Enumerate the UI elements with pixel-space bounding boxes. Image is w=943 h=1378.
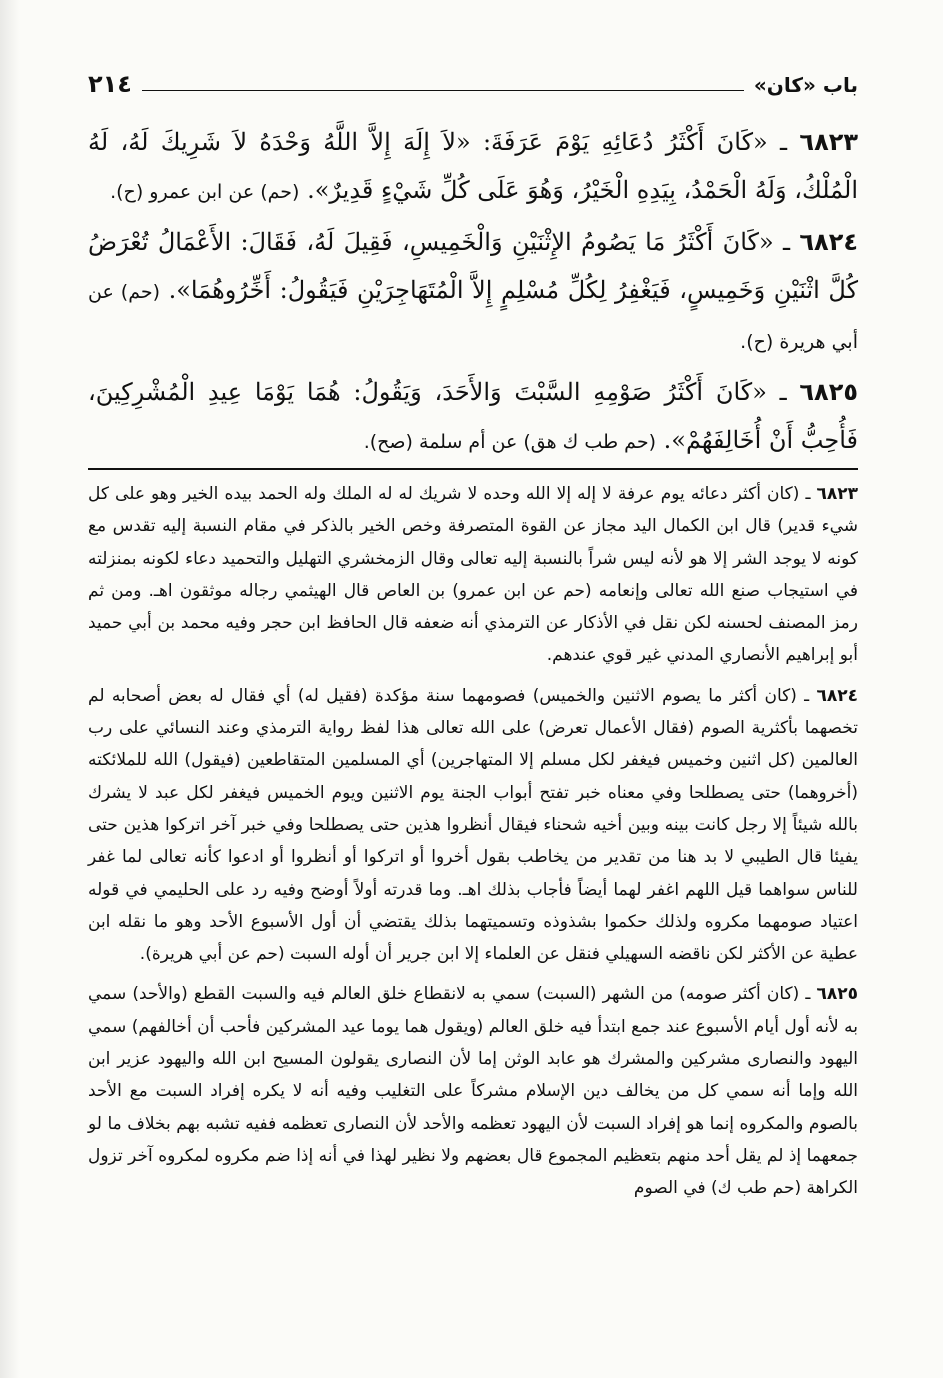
commentary-entry: ٦٨٢٤ ـ (كان أكثر ما يصوم الاثنين والخميس) فصومهما سنة مؤكدة (فقيل له) أي فقال له بعض أصحابه لم تخصهما بأكثرية الصوم (فقال الأعمال تعرض) على الله تعالى هذا لفظ رواية الترمذي وعند النسائي على رب العالمين (كل اثنين وخميس فيغفر لكل مسلم إلا المتهاجرين) أي المسلمين المتقاطعين (فيقول) الله للملائكته (أخروهما) حتى يصطلحا وفي معناه خبر تفتح أبواب الجنة يوم الاثنين ويوم الخميس فيغفر لكل عبد لا يشرك بالله شيئاً إلا رجل كانت بينه وبين أخيه شحناء فيقال أنظروا هذين حتى يصطلحا وفي خبر آخر اتركوا هذين حتى يفيئا قال الطيبي لا بد هنا من تقدير من يخاطب بقول أخروا أو اتركوا أو أنظروا أو ادعوا كأنه تعالى لما غفر للناس سواهما قيل اللهم اغفر لهما أيضاً فأجاب بذلك اهـ. وما قدرته أولاً أوضح وفيه رد على الحليمي في قوله اعتياد صومهما مكروه ولذلك حكموا بشذوذه وتسميتهما بذلك يقتضي أن أول الأسبوع الأحد وهو ما نقله ابن عطية عن الأكثر لكن ناقضه السهيلي فنقل عن العلماء إلا ابن جرير أن أوله السبت (حم عن أبي هريرة). (88, 685, 859, 965)
page-number: ٢١٤ (88, 70, 132, 98)
chapter-title: باب «كان» (753, 73, 858, 97)
hadith-number: ٦٨٢٥ (799, 378, 858, 406)
commentary-body: (كان أكثر ما يصوم الاثنين والخميس) فصومهما سنة مؤكدة (فقيل له) أي فقال له بعض أصحابه لم تخصهما بأكثرية الصوم (فقال الأعمال تعرض) على الله تعالى هذا لفظ رواية الترمذي وعند النسائي على رب العالمين (كل اثنين وخميس فيغفر لكل مسلم إلا المتهاجرين) أي المسلمين المتقاطعين (فيقول) الله للملائكته (أخروهما) حتى يصطلحا وفي معناه خبر تفتح أبواب الجنة يوم الاثنين ويوم الخميس فيغفر لكل عبد لا يشرك بالله شيئاً إلا رجل كانت بينه وبين أخيه شحناء فيقال أنظروا هذين حتى يصطلحا وفي خبر آخر اتركوا هذين حتى يفيئا قال الطيبي لا بد هنا من تقدير من يخاطب بقول أخروا أو اتركوا أو أنظروا أو ادعوا كأنه تعالى لما غفر للناس سواهما قيل اللهم اغفر لهما أيضاً فأجاب بذلك اهـ. وما قدرته أولاً أوضح وفيه رد على الحليمي في قوله اعتياد صومهما مكروه ولذلك حكموا بشذوذه وتسميتهما بذلك يقتضي أن أول الأسبوع الأحد وهو ما نقله ابن عطية عن الأكثر لكن ناقضه السهيلي فنقل عن العلماء إلا ابن جرير أن أوله السبت (حم عن أبي هريرة). (88, 685, 858, 965)
commentary-entry: ٦٨٢٥ ـ (كان أكثر صومه) من الشهر (السبت) سمي به لانقطاع خلق العالم فيه والسبت القطع (والأحد) سمي به لأنه أول أيام الأسبوع عند جمع ابتدأ فيه خلق العالم (ويقول هما يوما عيد المشركين فأحب أن أخالفهم) سمي اليهود والنصارى مشركين والمشرك هو عابد الوثن إما لأن النصارى يقولون المسيح ابن الله واليهود عزير ابن الله وإما أنه سمي كل من يخالف دين الإسلام مشركاً على التغليب وفيه أنه لا يكره إفراد السبت مع الأحد بالصوم والمكروه إنما هو إفراد السبت لأن اليهود تعظمه والأحد لأن النصارى تعظمه ففيه تشبه بهم بخلاف ما لو جمعهما إذ لم يقل أحد منهم بتعظيم المجموع قال بعضهم ولا نظير لهذا في أنه إذا ضم مكروه لمكروه آخر تزول الكراهة (حم طب ك) في الصوم (88, 984, 858, 1199)
hadith-entry: ٦٨٢٥ ـ «كَانَ أَكْثَرُ صَوْمِهِ السَّبْتَ وَالأَحَدَ، وَيَقُولُ: هُمَا يَوْمَا عِيدِ الْمُشْرِكِينَ، فَأُحِبُّ أَنْ أُخَالِفَهُمْ». (حم طب ك هق) عن أم سلمة (صح). (88, 378, 858, 454)
commentary-body: (كان أكثر دعائه يوم عرفة لا إله إلا الله وحده لا شريك له له الملك وله الحمد بيده الخير وهو على كل شيء قدير) قال ابن الكمال اليد مجاز عن القوة المتصرفة وخص الخير بالذكر في مقام النسبة إليه تقدس مع كونه لا يوجد الشر إلا هو لأنه ليس شراً بالنسبة إليه تعالى وقال الزمخشري التهليل والتحميد دعاء لكونه بمنزلته في استيجاب صنع الله تعالى وإنعامه (حم عن ابن عمرو) بن العاص قال الهيثمي رجاله موثقون اهـ. ومن ثم رمز المصنف لحسنه لكن نقل في الأذكار عن الترمذي أنه ضعفه قال الحافظ ابن حجر وفيه محمد بن أبي حميد أبو إبراهيم الأنصاري المدني غير قوي عندهم. (88, 484, 858, 666)
commentary-number: ٦٨٢٣ (816, 484, 858, 504)
scan-edge (0, 0, 20, 1378)
section-divider (88, 468, 858, 470)
hadith-reference: (حم) عن ابن عمرو (ح). (110, 181, 300, 203)
commentary-body: (كان أكثر صومه) من الشهر (السبت) سمي به لانقطاع خلق العالم فيه والسبت القطع (والأحد) سمي به لأنه أول أيام الأسبوع عند جمع ابتدأ فيه خلق العالم (ويقول هما يوما عيد المشركين فأحب أن أخالفهم) سمي اليهود والنصارى مشركين والمشرك هو عابد الوثن إما لأن النصارى يقولون المسيح ابن الله واليهود عزير ابن الله وإما أنه سمي كل من يخالف دين الإسلام مشركاً على التغليب وفيه أنه لا يكره إفراد السبت مع الأحد بالصوم والمكروه إنما هو إفراد السبت لأن اليهود تعظمه والأحد لأن النصارى تعظمه ففيه تشبه بهم بخلاف ما لو جمعهما إذ لم يقل أحد منهم بتعظيم المجموع قال بعضهم ولا نظير لهذا في أنه إذا ضم مكروه لمكروه آخر تزول الكراهة (حم طب ك) في الصوم (88, 984, 858, 1199)
commentary-entry: ٦٨٢٣ ـ (كان أكثر دعائه يوم عرفة لا إله إلا الله وحده لا شريك له له الملك وله الحمد بيده الخير وهو على كل شيء قدير) قال ابن الكمال اليد مجاز عن القوة المتصرفة وخص الخير بالذكر في مقام النسبة إليه تقدس مع كونه لا يوجد الشر إلا هو لأنه ليس شراً بالنسبة إليه تعالى وقال الزمخشري التهليل والتحميد دعاء لكونه بمنزلته في استيجاب صنع الله تعالى وإنعامه (حم عن ابن عمرو) بن العاص قال الهيثمي رجاله موثقون اهـ. ومن ثم رمز المصنف لحسنه لكن نقل في الأذكار عن الترمذي أنه ضعفه قال الحافظ ابن حجر وفيه محمد بن أبي حميد أبو إبراهيم الأنصاري المدني غير قوي عندهم. (88, 484, 858, 666)
hadith-number: ٦٨٢٤ (799, 228, 858, 256)
hadith-number: ٦٨٢٣ (799, 128, 859, 156)
hadith-body: «كَانَ أَكْثَرُ صَوْمِهِ السَّبْتَ وَالأَحَدَ، وَيَقُولُ: هُمَا يَوْمَا عِيدِ الْمُشْرِكِينَ، فَأُحِبُّ أَنْ أُخَالِفَهُمْ». (88, 378, 858, 454)
page-header (88, 68, 858, 98)
hadith-reference: (حم) عن أبي هريرة (ح). (88, 281, 858, 353)
commentary-number: ٦٨٢٥ (816, 984, 858, 1005)
commentary-number: ٦٨٢٤ (816, 685, 859, 706)
header-rule (142, 90, 744, 91)
commentary (88, 478, 858, 1213)
hadith-body: «كَانَ أَكْثَرُ دُعَائِهِ يَوْمَ عَرَفَةَ: «لاَ إِلَهَ إِلاَّ اللَّهُ وَحْدَهُ لاَ شَرِيكَ لَهُ، لَهُ الْمُلْكُ، وَلَهُ الْحَمْدُ، بِيَدِهِ الْخَيْرُ، وَهُوَ عَلَى كُلِّ شَيْءٍ قَدِيرٌ». (88, 128, 858, 204)
hadith-text (88, 118, 858, 468)
hadith-entry: ٦٨٢٣ ـ «كَانَ أَكْثَرُ دُعَائِهِ يَوْمَ عَرَفَةَ: «لاَ إِلَهَ إِلاَّ اللَّهُ وَحْدَهُ لاَ شَرِيكَ لَهُ، لَهُ الْمُلْكُ، وَلَهُ الْحَمْدُ، بِيَدِهِ الْخَيْرُ، وَهُوَ عَلَى كُلِّ شَيْءٍ قَدِيرٌ». (حم) عن ابن عمرو (ح). (88, 128, 859, 204)
hadith-body: «كَانَ أَكْثَرُ مَا يَصُومُ الإِثْنَيْنِ وَالْخَمِيسِ، فَقِيلَ لَهُ، فَقَالَ: الأَعْمَالُ تُعْرَضُ كُلَّ اثْنَيْنِ وَخَمِيسٍ، فَيَغْفِرُ لِكُلِّ مُسْلِمٍ إِلاَّ الْمُتَهَاجِرَيْنِ فَيَقُولُ: أَخِّرُوهُمَا». (88, 228, 858, 304)
hadith-reference: (حم طب ك هق) عن أم سلمة (صح). (363, 431, 656, 453)
hadith-entry: ٦٨٢٤ ـ «كَانَ أَكْثَرُ مَا يَصُومُ الإِثْنَيْنِ وَالْخَمِيسِ، فَقِيلَ لَهُ، فَقَالَ: الأَعْمَالُ تُعْرَضُ كُلَّ اثْنَيْنِ وَخَمِيسٍ، فَيَغْفِرُ لِكُلِّ مُسْلِمٍ إِلاَّ الْمُتَهَاجِرَيْنِ فَيَقُولُ: أَخِّرُوهُمَا». (حم) عن أبي هريرة (ح). (88, 228, 858, 353)
